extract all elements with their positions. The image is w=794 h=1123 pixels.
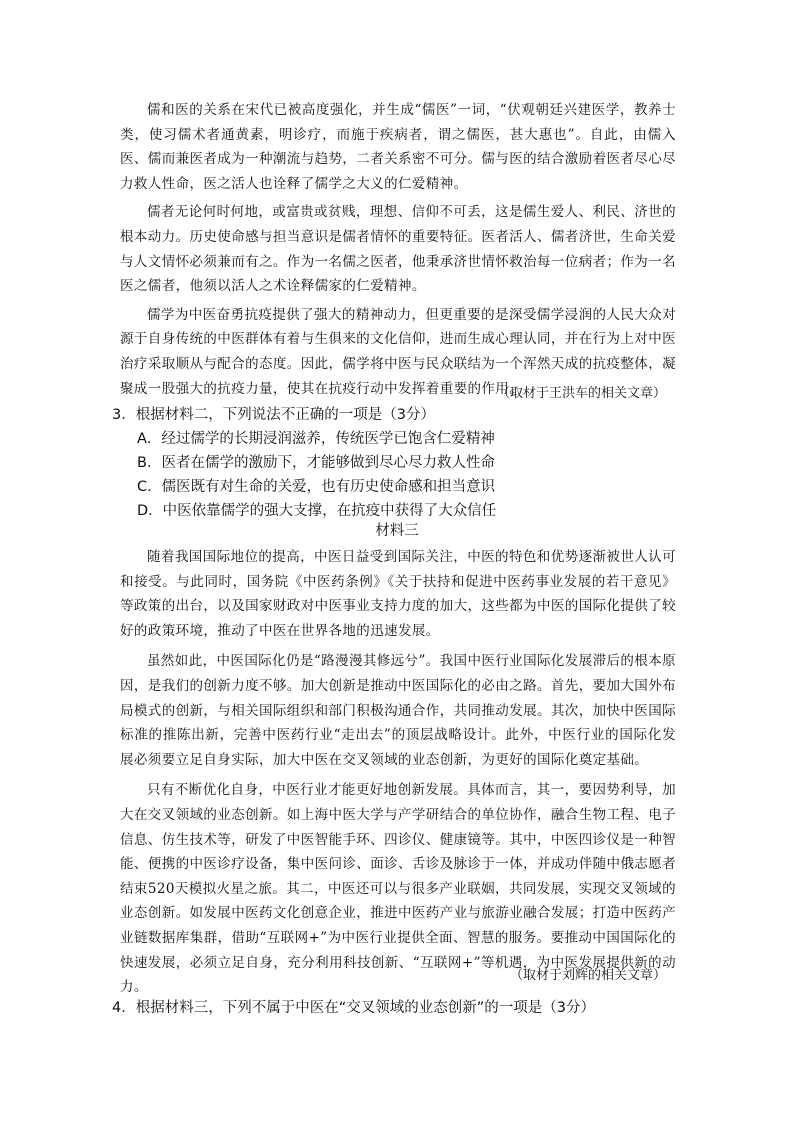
- paragraph: 虽然如此，中医国际化仍是“路漫漫其修远兮”。我国中医行业国际化发展滞后的根本原因，是我们的创新力度不够。加大创新是推动中医国际化的必由之路。首先，要加大国外布局模式的创新，与相关国际组织和部门积极沟通合作，共同推动发展。其次，加快中医国际标准的推陈出新，完善中医药行业“走出去”的顶层战略设计。此外，中医行业的国际化发展必须要立足自身实际，加大中医在交叉领域的业态创新，为更好的国际化奠定基础。: [120, 653, 676, 768]
- material3-passage: [120, 545, 676, 1000]
- paragraph: 儒者无论何时何地，或富贵或贫贱，理想、信仰不可丢，这是儒生爱人、利民、济世的根本动力。历史使命感与担当意识是儒者情怀的重要特征。医者活人、儒者济世，生命关爱与人文情怀必须兼而有之。作为一名儒之医者，他秉承济世情怀救治每一位病者；作为一名医之儒者，他须以活人之术诠释儒家的仁爱精神。: [120, 204, 676, 295]
- question-3-stem: 3．根据材料二，下列说法不正确的一项是（3分）: [112, 407, 435, 423]
- paragraph: 儒和医的关系在宋代已被高度强化，并生成“儒医”一词，“伏观朝廷兴建医学，教养士类，使习儒术者通黄素，明诊疗，而施于疾病者，谓之儒医，甚大惠也”。自此，由儒入医、儒而兼医者成为一种潮流与趋势，二者关系密不可分。儒与医的结合激励着医者尽心尽力救人性命，医之活人也诠释了儒学之大义的仁爱精神。: [120, 102, 676, 192]
- question-3-option-d: D．中医依靠儒学的强大支撑，在抗疫中获得了大众信任: [137, 503, 497, 519]
- source-citation: （取材于王洪车的相关文章）: [496, 386, 666, 401]
- question-4-stem: 4．根据材料三，下列不属于中医在“交叉领域的业态创新”的一项是（3分）: [112, 1000, 595, 1016]
- source-citation: （取材于刘辉的相关文章）: [509, 968, 666, 983]
- question-3-option-b: B．医者在儒学的激励下，才能够做到尽心尽力救人性命: [137, 455, 495, 471]
- paragraph: 只有不断优化自身，中医行业才能更好地创新发展。具体而言，其一，要因势利导，加大在交叉领域的业态创新。如上海中医大学与产学研结合的单位协作，融合生物工程、电子信息、仿生技术等，研发了中医智能手环、四诊仪、健康镜等。其中，中医四诊仪是一种智能、便携的中医诊疗设备，集中医问诊、面诊、舌诊及脉诊于一体，并成功伴随中俄志愿者结束520天模拟火星之旅。其二，中医还可以与很多产业联姻，共同发展，实现交叉领域的业态创新。如发展中医药文化创意企业，推进中医药产业与旅游业融合发展；打造中医药产业链数据库集群，借助“互联网+”为中医行业提供全面、智慧的服务。要推动中国国际化的快速发展，必须立足自身，充分利用科技创新、“互联网+”等机遇，为中医发展提供新的动力。: [120, 782, 676, 996]
- question-3-option-a: A．经过儒学的长期浸润滋养，传统医学已饱含仁爱精神: [137, 431, 495, 447]
- material3-heading: 材料三: [375, 523, 419, 539]
- paragraph: 儒学为中医奋勇抗疫提供了强大的精神动力，但更重要的是深受儒学浸润的人民大众对源于自身传统的中医群体有着与生俱来的文化信仰，进而生成心理认同，并在行为上对中医治疗采取顺从与配合的态度。因此，儒学将中医与民众联结为一个浑然天成的抗疫整体，凝聚成一股强大的抗疫力量，使其在抗疫行动中发挥着重要的作用。: [120, 306, 676, 397]
- paragraph: 随着我国国际地位的提高，中医日益受到国际关注，中医的特色和优势逐渐被世人认可和接受。与此同时，国务院《中医药条例》《关于扶持和促进中医药事业发展的若干意见》等政策的出台，以及国家财政对中医事业支持力度的加大，这些都为中医的国际化提供了较好的政策环境，推动了中医在世界各地的迅速发展。: [120, 549, 676, 639]
- question-3-option-c: C．儒医既有对生命的关爱，也有历史使命感和担当意识: [137, 479, 496, 495]
- material2-passage: [120, 98, 676, 401]
